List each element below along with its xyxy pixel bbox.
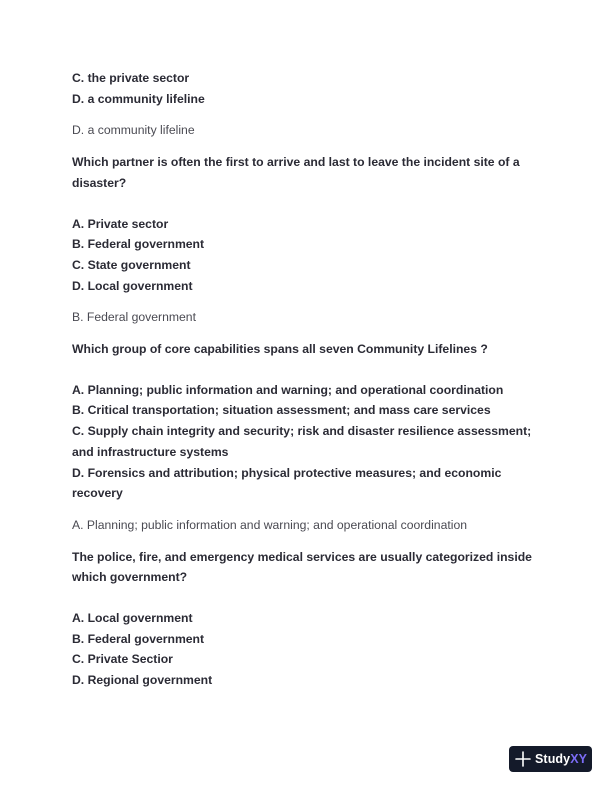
question-2-option-a: A. Planning; public information and warning; and operational coordination [72, 382, 504, 397]
question-2 [72, 339, 542, 360]
plus-spark-icon [515, 751, 531, 767]
question-3-option-b: B. Federal government [72, 631, 205, 646]
question-3-option-d: D. Regional government [72, 673, 213, 688]
question-1-option-a: A. Private sector [72, 216, 169, 231]
question-2-option-d-cont: recovery [72, 486, 123, 501]
question-1-option-c: C. State government [72, 257, 191, 272]
question-1-answer: B. Federal government [72, 310, 196, 325]
question-2-answer: A. Planning; public information and warning; and operational coordination [72, 517, 467, 532]
question-3-option-a: A. Local government [72, 611, 193, 626]
question-1-option-b: B. Federal government [72, 237, 205, 252]
brand-name: StudyXY [535, 752, 588, 766]
question-3-option-c: C. Private Sectior [72, 652, 173, 667]
intro-answer: D. a community lifeline [72, 123, 195, 138]
document-page [72, 68, 542, 691]
question-2-option-c: C. Supply chain integrity and security; risk and disaster resilience assessment; [72, 424, 532, 439]
question-2-text: Which group of core capabilities spans all seven Community Lifelines ? [72, 342, 488, 357]
intro-option-d: D. a community lifeline [72, 91, 205, 106]
question-2-option-c-cont: and infrastructure systems [72, 444, 229, 459]
question-1-text: Which partner is often the first to arrive and last to leave the incident site of a disaster? [72, 155, 520, 190]
studyxy-badge[interactable] [509, 746, 592, 772]
intro-option-c: C. the private sector [72, 71, 190, 85]
question-2-option-d: D. Forensics and attribution; physical protective measures; and economic [72, 465, 502, 480]
question-1 [72, 152, 542, 193]
question-1-option-d: D. Local government [72, 278, 193, 293]
question-3 [72, 547, 542, 588]
question-2-option-b: B. Critical transportation; situation assessment; and mass care services [72, 403, 491, 418]
question-3-text: The police, fire, and emergency medical services are usually categorized inside which government? [72, 549, 532, 585]
